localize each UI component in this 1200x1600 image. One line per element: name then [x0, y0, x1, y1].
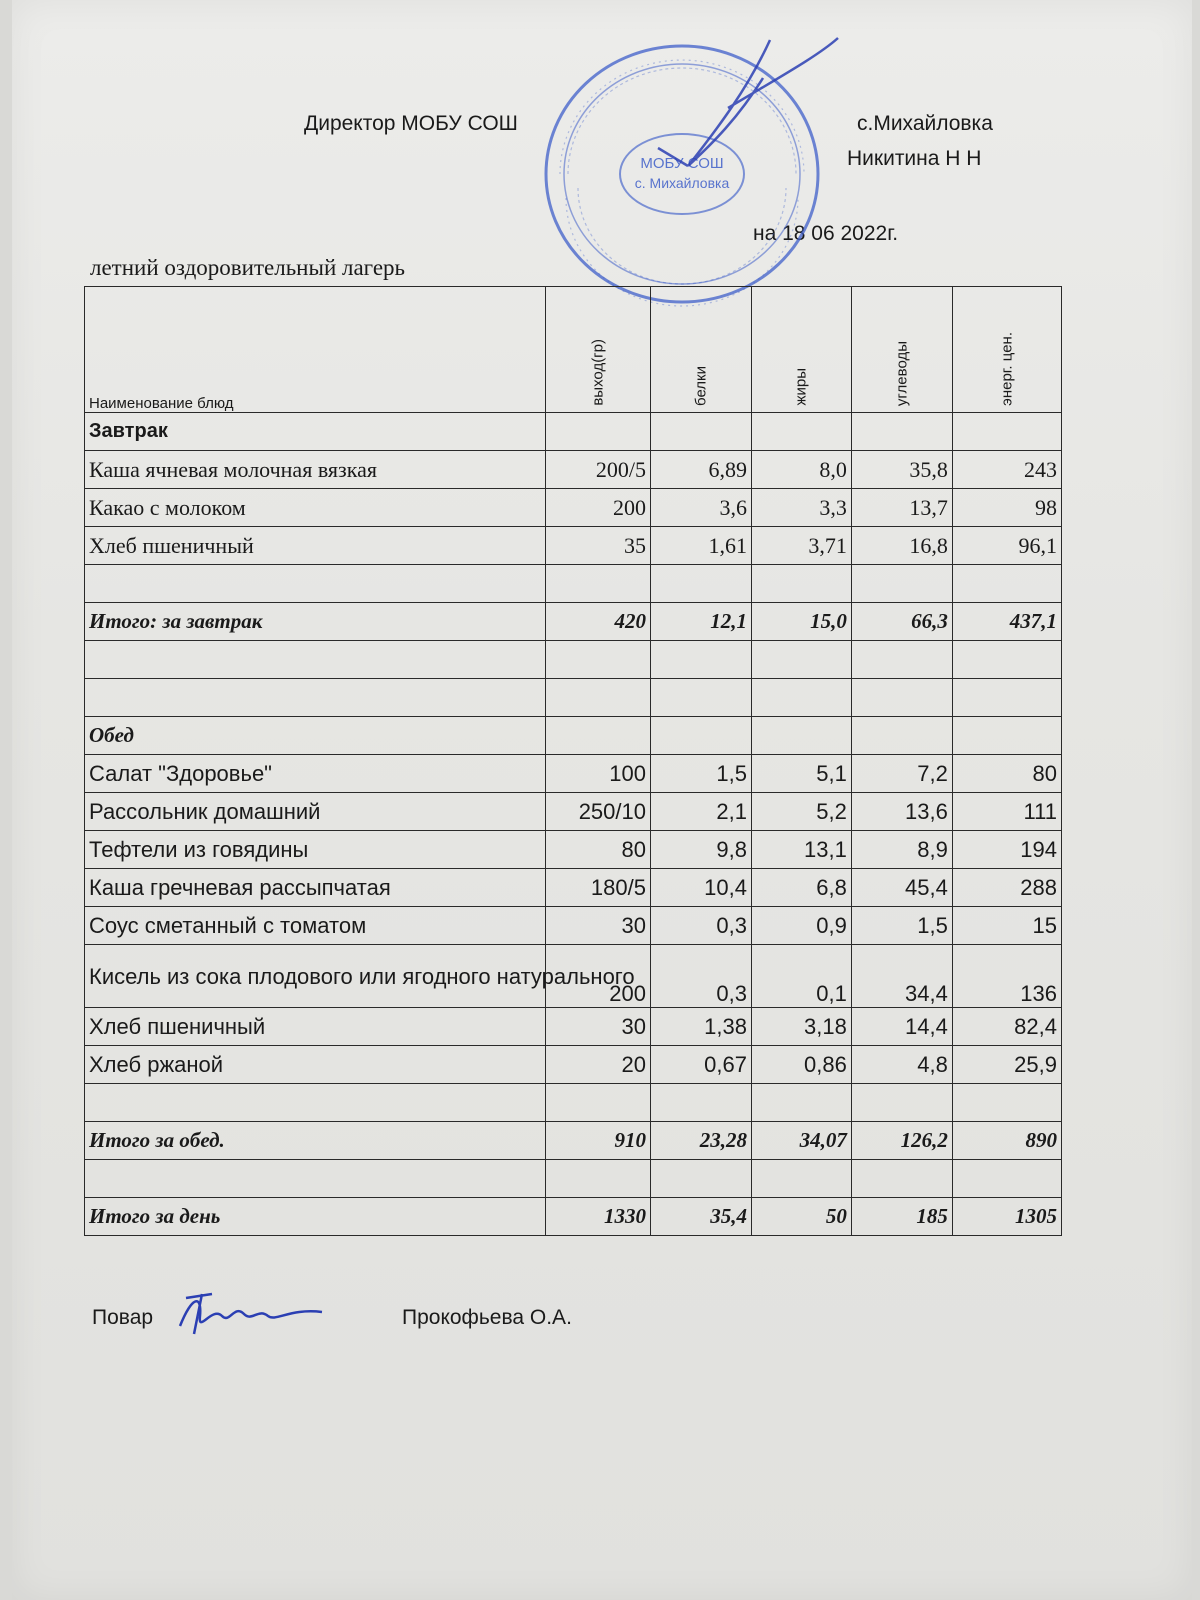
value-cell: 1305 [952, 1198, 1061, 1236]
table-row [85, 869, 1062, 907]
cook-name: Прокофьева О.А. [402, 1306, 572, 1329]
cook-label: Повар [92, 1306, 154, 1329]
value-cell: 420 [545, 603, 650, 641]
table-row [85, 755, 1062, 793]
value-cell: 0,1 [751, 945, 851, 1008]
value-cell: 35,8 [851, 451, 952, 489]
value-cell: 30 [545, 1008, 650, 1046]
value-cell: 136 [952, 945, 1061, 1008]
value-cell: 194 [952, 831, 1061, 869]
value-cell: 35,4 [650, 1198, 751, 1236]
value-cell [650, 1160, 751, 1198]
dish-name-cell: Тефтели из говядины [85, 831, 546, 869]
value-cell [650, 641, 751, 679]
value-cell [851, 717, 952, 755]
dish-name-cell: Хлеб ржаной [85, 1046, 546, 1084]
value-cell [545, 679, 650, 717]
value-cell: 3,3 [751, 489, 851, 527]
dish-name-cell: Рассольник домашний [85, 793, 546, 831]
value-cell [851, 641, 952, 679]
table-row [85, 527, 1062, 565]
table-row [85, 565, 1062, 603]
value-cell: 25,9 [952, 1046, 1061, 1084]
table-row [85, 1122, 1062, 1160]
col-header-fats: жиры [751, 287, 851, 413]
value-cell [650, 1084, 751, 1122]
col-header-carbs: углеводы [851, 287, 952, 413]
value-cell: 200/5 [545, 451, 650, 489]
table-row [85, 1198, 1062, 1236]
dish-name-cell [85, 641, 546, 679]
value-cell: 98 [952, 489, 1061, 527]
table-row [85, 451, 1062, 489]
value-cell: 8,9 [851, 831, 952, 869]
table-row [85, 907, 1062, 945]
dish-name-cell: Итого: за завтрак [85, 603, 546, 641]
value-cell [952, 1160, 1061, 1198]
value-cell: 437,1 [952, 603, 1061, 641]
value-cell: 45,4 [851, 869, 952, 907]
value-cell: 13,6 [851, 793, 952, 831]
director-name: Никитина Н Н [847, 147, 982, 170]
table-row [85, 1084, 1062, 1122]
value-cell [751, 641, 851, 679]
value-cell: 14,4 [851, 1008, 952, 1046]
value-cell: 1330 [545, 1198, 650, 1236]
value-cell: 35 [545, 527, 650, 565]
value-cell [952, 641, 1061, 679]
dish-name-cell [85, 565, 546, 603]
document-page [12, 0, 1192, 1600]
value-cell: 1,61 [650, 527, 751, 565]
dish-name-cell: Какао с молоком [85, 489, 546, 527]
director-title: Директор МОБУ СОШ [304, 112, 518, 135]
dish-name-cell [85, 679, 546, 717]
value-cell: 3,6 [650, 489, 751, 527]
value-cell [751, 1084, 851, 1122]
value-cell [751, 717, 851, 755]
value-cell: 7,2 [851, 755, 952, 793]
value-cell: 34,4 [851, 945, 952, 1008]
value-cell: 6,8 [751, 869, 851, 907]
value-cell: 1,5 [851, 907, 952, 945]
value-cell: 10,4 [650, 869, 751, 907]
col-header-energy: энерг. цен. [952, 287, 1061, 413]
dish-name-cell: Хлеб пшеничный [85, 1008, 546, 1046]
value-cell: 5,1 [751, 755, 851, 793]
village-name: с.Михайловка [857, 112, 993, 135]
value-cell: 12,1 [650, 603, 751, 641]
value-cell: 0,9 [751, 907, 851, 945]
value-cell [650, 413, 751, 451]
dish-name-cell: Обед [85, 717, 546, 755]
table-row [85, 717, 1062, 755]
dish-name-cell: Соус сметанный с томатом [85, 907, 546, 945]
value-cell [545, 565, 650, 603]
value-cell: 910 [545, 1122, 650, 1160]
value-cell [952, 413, 1061, 451]
value-cell [545, 413, 650, 451]
value-cell: 82,4 [952, 1008, 1061, 1046]
value-cell [851, 679, 952, 717]
cook-signature-icon [172, 1286, 332, 1346]
table-row [85, 1008, 1062, 1046]
value-cell: 13,1 [751, 831, 851, 869]
value-cell: 5,2 [751, 793, 851, 831]
value-cell: 23,28 [650, 1122, 751, 1160]
camp-title: летний оздоровительный лагерь [90, 255, 406, 280]
value-cell: 20 [545, 1046, 650, 1084]
menu-date: на 18 06 2022г. [753, 222, 899, 245]
value-cell: 200 [545, 945, 650, 1008]
value-cell: 100 [545, 755, 650, 793]
value-cell [952, 717, 1061, 755]
value-cell: 50 [751, 1198, 851, 1236]
col-header-name: Наименование блюд [85, 287, 546, 413]
value-cell [751, 413, 851, 451]
table-row [85, 641, 1062, 679]
value-cell [650, 565, 751, 603]
value-cell [851, 1160, 952, 1198]
col-header-weight: выход(гр) [545, 287, 650, 413]
value-cell: 1,38 [650, 1008, 751, 1046]
value-cell [851, 413, 952, 451]
value-cell [751, 565, 851, 603]
value-cell: 34,07 [751, 1122, 851, 1160]
table-row [85, 413, 1062, 451]
table-row [85, 793, 1062, 831]
value-cell [545, 641, 650, 679]
table-header-row [85, 287, 1062, 413]
dish-name-cell: Каша гречневая рассыпчатая [85, 869, 546, 907]
value-cell: 0,86 [751, 1046, 851, 1084]
value-cell: 2,1 [650, 793, 751, 831]
value-cell: 96,1 [952, 527, 1061, 565]
table-row [85, 603, 1062, 641]
value-cell: 890 [952, 1122, 1061, 1160]
value-cell: 185 [851, 1198, 952, 1236]
col-header-proteins: белки [650, 287, 751, 413]
table-row [85, 831, 1062, 869]
value-cell [751, 679, 851, 717]
value-cell [545, 1084, 650, 1122]
value-cell: 200 [545, 489, 650, 527]
table-row [85, 489, 1062, 527]
value-cell: 15,0 [751, 603, 851, 641]
dish-name-cell [85, 1160, 546, 1198]
dish-name-cell [85, 1084, 546, 1122]
table-row [85, 945, 1062, 1008]
value-cell: 15 [952, 907, 1061, 945]
stamp-center-line2: с. Михайловка [634, 175, 730, 191]
dish-name-cell: Хлеб пшеничный [85, 527, 546, 565]
value-cell: 0,67 [650, 1046, 751, 1084]
value-cell: 288 [952, 869, 1061, 907]
value-cell: 180/5 [545, 869, 650, 907]
table-row [85, 1160, 1062, 1198]
dish-name-cell: Салат "Здоровье" [85, 755, 546, 793]
value-cell [851, 1084, 952, 1122]
value-cell: 16,8 [851, 527, 952, 565]
value-cell: 13,7 [851, 489, 952, 527]
value-cell: 0,3 [650, 907, 751, 945]
value-cell [545, 1160, 650, 1198]
value-cell: 80 [545, 831, 650, 869]
value-cell [952, 679, 1061, 717]
value-cell: 250/10 [545, 793, 650, 831]
value-cell: 8,0 [751, 451, 851, 489]
value-cell: 80 [952, 755, 1061, 793]
value-cell [751, 1160, 851, 1198]
value-cell: 111 [952, 793, 1061, 831]
dish-name-cell: Каша ячневая молочная вязкая [85, 451, 546, 489]
dish-name-cell: Итого за обед. [85, 1122, 546, 1160]
value-cell: 243 [952, 451, 1061, 489]
value-cell: 9,8 [650, 831, 751, 869]
dish-name-cell: Кисель из сока плодового или ягодного натурального [85, 945, 546, 1008]
value-cell: 0,3 [650, 945, 751, 1008]
menu-table [84, 286, 1062, 1236]
dish-name-cell: Завтрак [85, 413, 546, 451]
dish-name-cell: Итого за день [85, 1198, 546, 1236]
stamp-center-line1: МОБУ СОШ [640, 155, 724, 172]
value-cell [650, 717, 751, 755]
table-row [85, 1046, 1062, 1084]
value-cell [952, 1084, 1061, 1122]
value-cell [545, 717, 650, 755]
value-cell [650, 679, 751, 717]
table-row [85, 679, 1062, 717]
value-cell: 4,8 [851, 1046, 952, 1084]
value-cell: 66,3 [851, 603, 952, 641]
value-cell: 3,71 [751, 527, 851, 565]
value-cell: 126,2 [851, 1122, 952, 1160]
value-cell: 1,5 [650, 755, 751, 793]
value-cell: 30 [545, 907, 650, 945]
value-cell [851, 565, 952, 603]
official-stamp-icon [538, 38, 826, 310]
value-cell [952, 565, 1061, 603]
value-cell: 6,89 [650, 451, 751, 489]
value-cell: 3,18 [751, 1008, 851, 1046]
